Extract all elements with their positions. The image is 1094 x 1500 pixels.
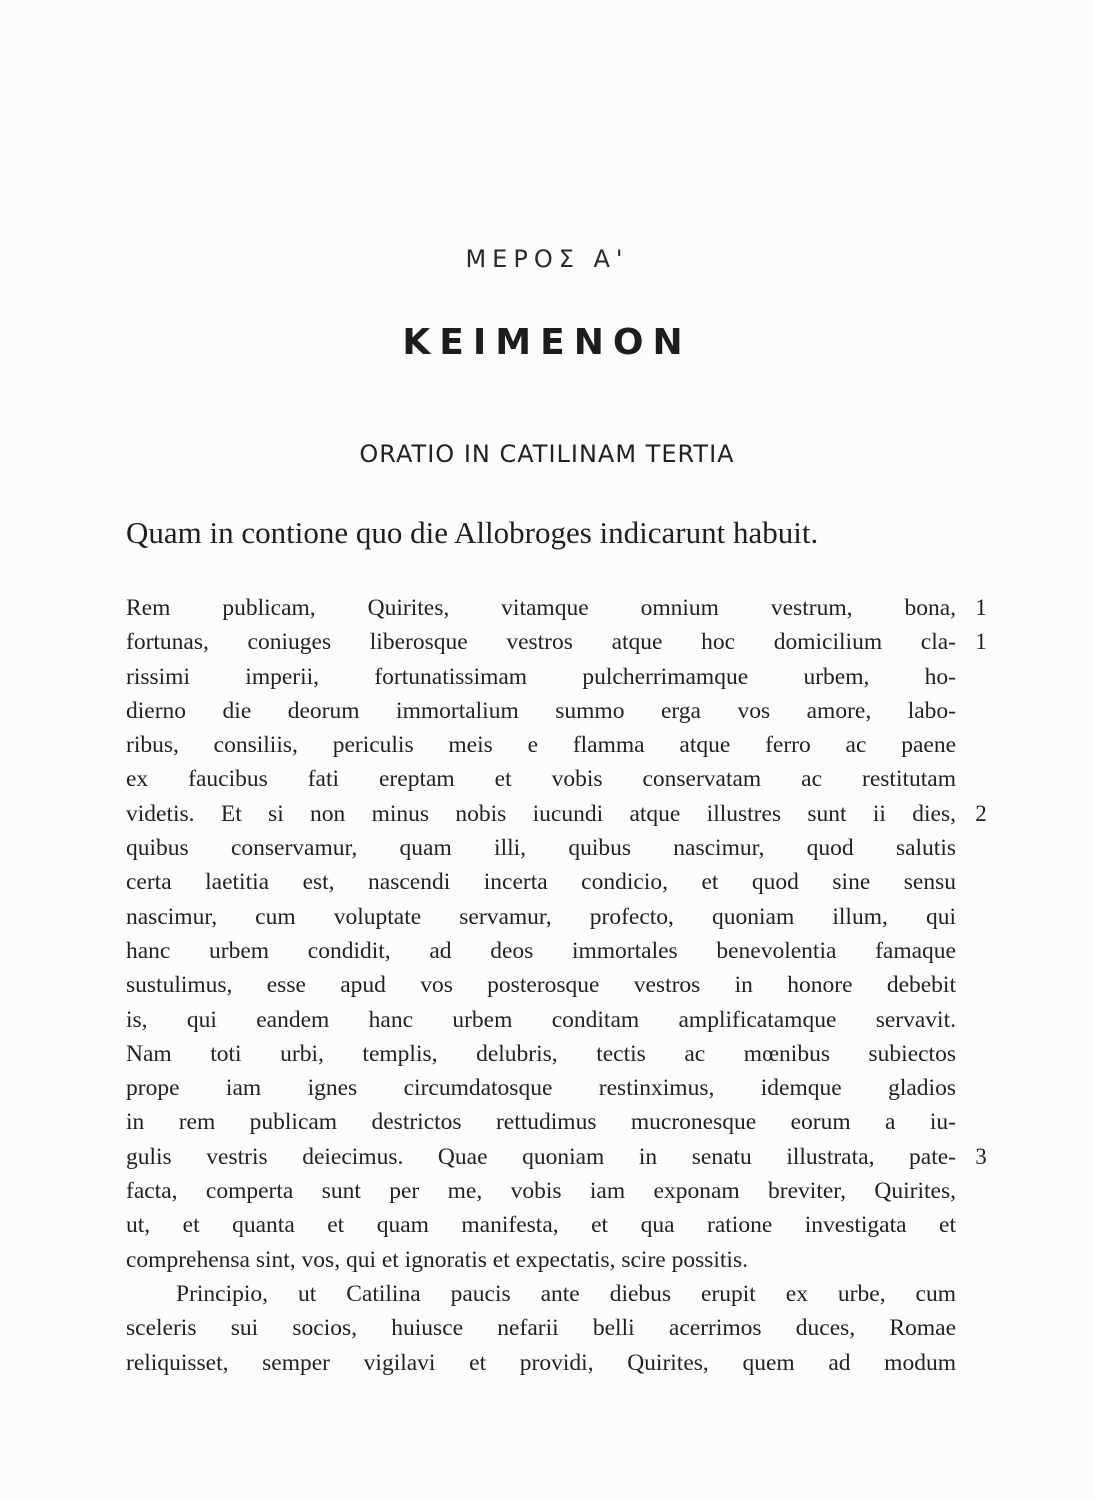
oration-title: ORATIO IN CATILINAM TERTIA (359, 440, 735, 468)
text-line: facta, comperta sunt per me, vobis iam exponam breviter, Quirites, (126, 1178, 956, 1205)
text-line: ex faucibus fati ereptam et vobis conservatam ac restitutam (126, 766, 956, 793)
text-line: reliquisset, semper vigilavi et providi, Quirites, quem ad modum (126, 1349, 956, 1376)
section-number: 3 (975, 1143, 987, 1169)
text-line: dierno die deorum immortalium summo erga vos amore, labo- (126, 697, 956, 724)
text-line: Rem publicam, Quirites, vitamque omnium vestrum, bona, (126, 595, 956, 621)
text-line: fortunas, coniuges liberosque vestros atque hoc domicilium cla- (126, 629, 956, 656)
text-line: gulis vestris deiecimus. Quae quoniam in senatu illustrata, pate- (126, 1143, 956, 1170)
body-text (126, 591, 956, 1380)
section-number: 2 (975, 800, 987, 826)
section-number: 1 (975, 595, 987, 620)
text-line: comprehensa sint, vos, qui et ignoratis et expectatis, scire possitis. (126, 1246, 748, 1273)
text-line: quibus conservamur, quam illi, quibus nascimur, quod salutis (126, 835, 956, 862)
text-line: ut, et quanta et quam manifesta, et qua ratione investigata et (126, 1212, 956, 1239)
text-line: rissimi imperii, fortunatissimam pulcherrimamque urbem, ho- (126, 663, 956, 690)
text-line: certa laetitia est, nascendi incerta condicio, et quod sine sensu (126, 869, 956, 896)
main-heading: ΚΕΙΜΕΝΟΝ (402, 322, 692, 363)
text-line: prope iam ignes circumdatosque restinximus, idemque gladios (126, 1075, 956, 1102)
text-line: Principio, ut Catilina paucis ante diebus erupit ex urbe, cum (176, 1280, 956, 1307)
part-heading: ΜΕΡΟΣ Α' (465, 245, 629, 273)
text-line: sustulimus, esse apud vos posterosque vestros in honore debebit (126, 972, 956, 999)
text-line: hanc urbem condidit, ad deos immortales benevolentia famaque (126, 937, 956, 964)
text-line: videtis. Et si non minus nobis iucundi atque illustres sunt ii dies, (126, 800, 956, 827)
section-number: 1 (975, 629, 987, 655)
subtitle: Quam in contione quo die Allobroges indicarunt habuit. (126, 515, 819, 550)
text-line: Nam toti urbi, templis, delubris, tectis ac mœnibus subiectos (126, 1040, 956, 1067)
text-line: sceleris sui socios, huiusce nefarii belli acerrimos duces, Romae (126, 1315, 956, 1342)
text-line: in rem publicam destrictos rettudimus mucronesque eorum a iu- (126, 1109, 956, 1136)
text-line: nascimur, cum voluptate servamur, profecto, quoniam illum, qui (126, 903, 956, 930)
text-line: ribus, consiliis, periculis meis e flamma atque ferro ac paene (126, 732, 956, 759)
text-line: is, qui eandem hanc urbem conditam amplificatamque servavit. (126, 1006, 956, 1033)
